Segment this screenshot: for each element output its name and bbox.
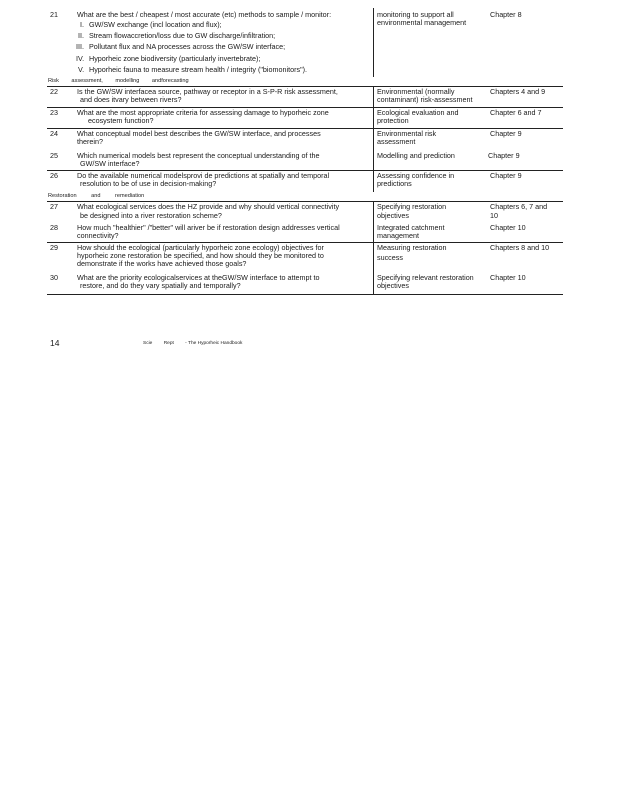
row-chapter: 10 [490,211,498,220]
footer-part: Scie [143,341,153,346]
row-number: 26 [50,171,58,180]
section-heading-risk: Risk assessment, modelling andforecasting [48,78,189,84]
row-theme: Specifying restoration [377,202,447,211]
row-theme: Ecological evaluation and [377,108,459,117]
column-divider [373,86,374,107]
row-question: What are the most appropriate criteria for assessing damage to hyporheic zone [77,108,329,117]
footer-part: Rept [163,341,174,346]
row-question: Which numerical models best represent the conceptual understanding of the [77,151,320,160]
row-chapter: Chapter 9 [490,171,522,180]
row-number: 28 [50,223,58,232]
row-21-item-roman: IV. [76,54,85,63]
row-question: be designed into a river restoration scheme? [80,211,222,220]
row-21-number: 21 [50,10,58,19]
row-21-item-text: GW/SW exchange (incl location and flux); [89,20,222,29]
row-number: 22 [50,87,58,96]
footer-part: - The Hyporheic Handbook [185,341,243,346]
row-21-item-text: Hyporheic fauna to measure stream health / integrity ("biomonitors"). [89,65,308,74]
row-theme: objectives [377,211,409,220]
row-chapter: Chapter 10 [490,273,526,282]
row-21-theme: environmental management [377,18,467,27]
row-theme: success [377,253,403,262]
row-theme: predictions [377,179,412,188]
row-question: What are the priority ecologicalservices at theGW/SW interface to attempt to [77,273,320,282]
row-question: connectivity? [77,231,119,240]
row-number: 24 [50,129,58,138]
section-heading-restoration: Restoration and remediation [48,193,145,199]
row-21-item-roman: II. [78,31,84,40]
row-question: therein? [77,137,103,146]
row-chapter: Chapters 6, 7 and [490,202,548,211]
row-question: and does itvary between rivers? [80,95,182,104]
row-21-item-text: Pollutant flux and NA processes across the GW/SW interface; [89,42,286,51]
row-chapter: Chapters 4 and 9 [490,87,546,96]
row-theme: Integrated catchment [377,223,445,232]
row-question: restore, and do they vary spatially and temporally? [80,281,241,290]
row-21-item-roman: III. [76,42,84,51]
row-question: Is the GW/SW interfacea source, pathway or receptor in a S-P-R risk assessment, [77,87,338,96]
row-theme: protection [377,116,409,125]
row-21-chapter: Chapter 8 [490,10,522,19]
row-chapter: Chapters 8 and 10 [490,243,550,252]
column-divider [373,8,374,77]
row-21-theme: monitoring to support all [377,10,454,19]
row-21-item-text: Hyporheic zone biodiversity (particularly invertebrate); [89,54,261,63]
row-theme: Specifying relevant restoration [377,273,474,282]
column-divider [373,107,374,128]
column-divider [373,201,374,242]
row-question: How much "healthier" /"better" will ariver be if restoration design addresses vertical [77,223,340,232]
row-chapter: Chapter 9 [488,151,520,160]
row-chapter: Chapter 9 [490,129,522,138]
row-theme: assessment [377,137,416,146]
page-number: 14 [50,338,60,348]
row-theme: management [377,231,419,240]
row-21-item-text: Stream flowaccretion/loss due to GW discharge/infiltration; [89,31,276,40]
row-question: hyporheic zone restoration be specified, and how should they be monitored to [77,251,324,260]
row-21-item-roman: I. [80,20,84,29]
row-question: Do the available numerical modelsprovi de predictions at spatially and temporal [77,171,330,180]
row-number: 29 [50,243,58,252]
row-question: resolution to be of use in decision-making? [80,179,217,188]
row-theme: Measuring restoration [377,243,447,252]
row-question: demonstrate if the works have achieved those goals? [77,259,247,268]
row-number: 23 [50,108,58,117]
table-bottom-rule [47,294,563,295]
row-question: ecosystem function? [88,116,154,125]
row-theme: Modelling and prediction [377,151,455,160]
row-theme: Environmental risk [377,129,437,138]
page-footer [143,341,252,346]
row-chapter: Chapter 6 and 7 [490,108,542,117]
column-divider [373,128,374,170]
row-chapter: Chapter 10 [490,223,526,232]
row-theme: Environmental (normally [377,87,455,96]
row-21-item-roman: V. [78,65,85,74]
row-number: 25 [50,151,58,160]
row-question: How should the ecological (particularly hyporheic zone ecology) objectives for [77,243,324,252]
row-question: What conceptual model best describes the GW/SW interface, and processes [77,129,321,138]
row-number: 27 [50,202,58,211]
row-number: 30 [50,273,58,282]
row-theme: contaminant) risk-assessment [377,95,473,104]
row-21-question: What are the best / cheapest / most accurate (etc) methods to sample / monitor: [77,10,332,19]
row-question: GW/SW interface? [80,159,140,168]
row-theme: Assessing confidence in [377,171,455,180]
row-theme: objectives [377,281,409,290]
column-divider [373,170,374,192]
row-question: What ecological services does the HZ provide and why should vertical connectivity [77,202,340,211]
column-divider [373,242,374,294]
